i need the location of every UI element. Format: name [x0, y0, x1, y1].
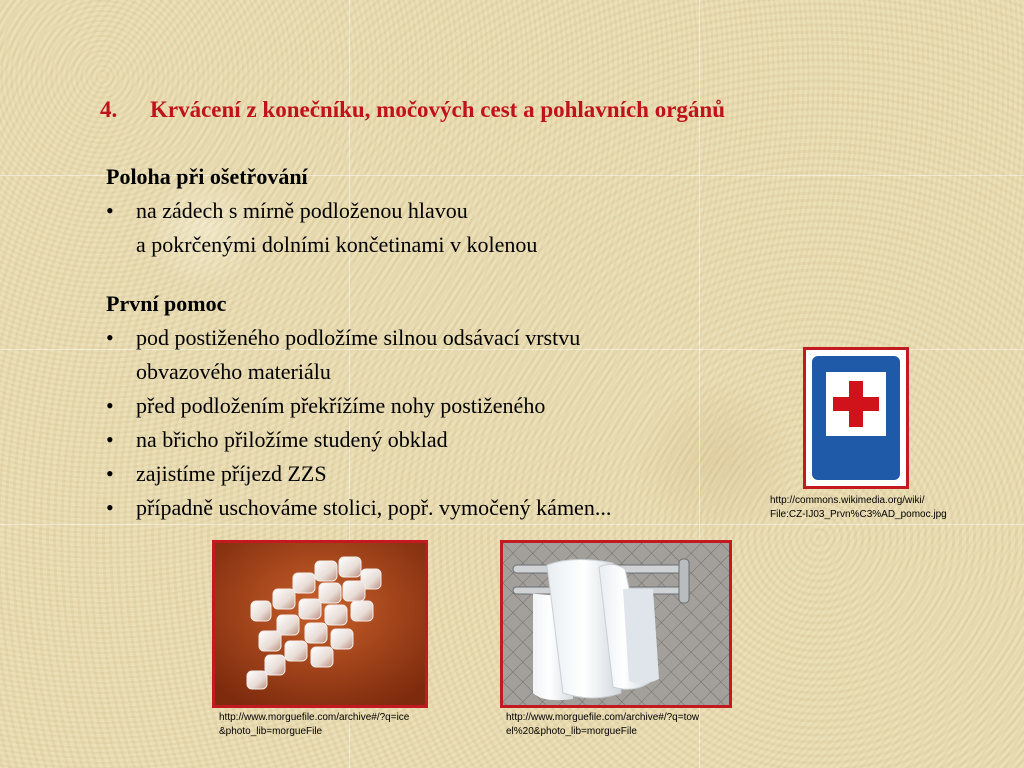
slide-title: [100, 97, 725, 123]
position-bullet: • na zádech s mírně podloženou hlavou: [106, 194, 537, 228]
first-aid-bullet-continuation: obvazového materiálu: [136, 359, 331, 384]
position-section: [106, 160, 537, 262]
first-aid-bullet: • případně uschováme stolici, popř. vymočený kámen...: [106, 491, 611, 525]
ice-cubes-image: [212, 540, 428, 708]
caption-line: http://www.morguefile.com/archive#/?q=tow: [506, 712, 700, 723]
position-bullet-continuation: a pokrčenými dolními končetinami v kolenou: [136, 232, 538, 257]
first-aid-bullet: • na břicho přiložíme studený obklad: [106, 423, 611, 457]
position-title: Poloha při ošetřování: [106, 164, 308, 189]
first-aid-bullet: • zajistíme příjezd ZZS: [106, 457, 611, 491]
towel-icon: [503, 543, 729, 705]
caption-line: http://www.morguefile.com/archive#/?q=ice: [219, 712, 410, 723]
caption-line: File:CZ-IJ03_Prvn%C3%AD_pomoc.jpg: [770, 509, 947, 520]
caption-line: http://commons.wikimedia.org/wiki/: [770, 495, 925, 506]
caption-line: &photo_lib=morgueFile: [219, 726, 323, 737]
towel-image: [500, 540, 732, 708]
first-aid-section: [106, 287, 611, 525]
caption-line: el%20&photo_lib=morgueFile: [506, 726, 637, 737]
slide-title-number: 4.: [100, 97, 118, 122]
slide-title-text: Krvácení z konečníku, močových cest a pohlavních orgánů: [150, 97, 726, 122]
first-aid-title: První pomoc: [106, 291, 227, 316]
first-aid-bullet: • před podložením překřížíme nohy postiženého: [106, 389, 611, 423]
ice-image-caption: [219, 711, 409, 739]
sign-image-caption: [770, 494, 947, 522]
first-aid-sign-icon: [806, 350, 906, 486]
ice-cubes-icon: [215, 543, 425, 705]
first-aid-sign-image: [803, 347, 909, 489]
first-aid-bullet: • pod postiženého podložíme silnou odsávací vrstvu: [106, 321, 611, 355]
towel-image-caption: [506, 711, 699, 739]
